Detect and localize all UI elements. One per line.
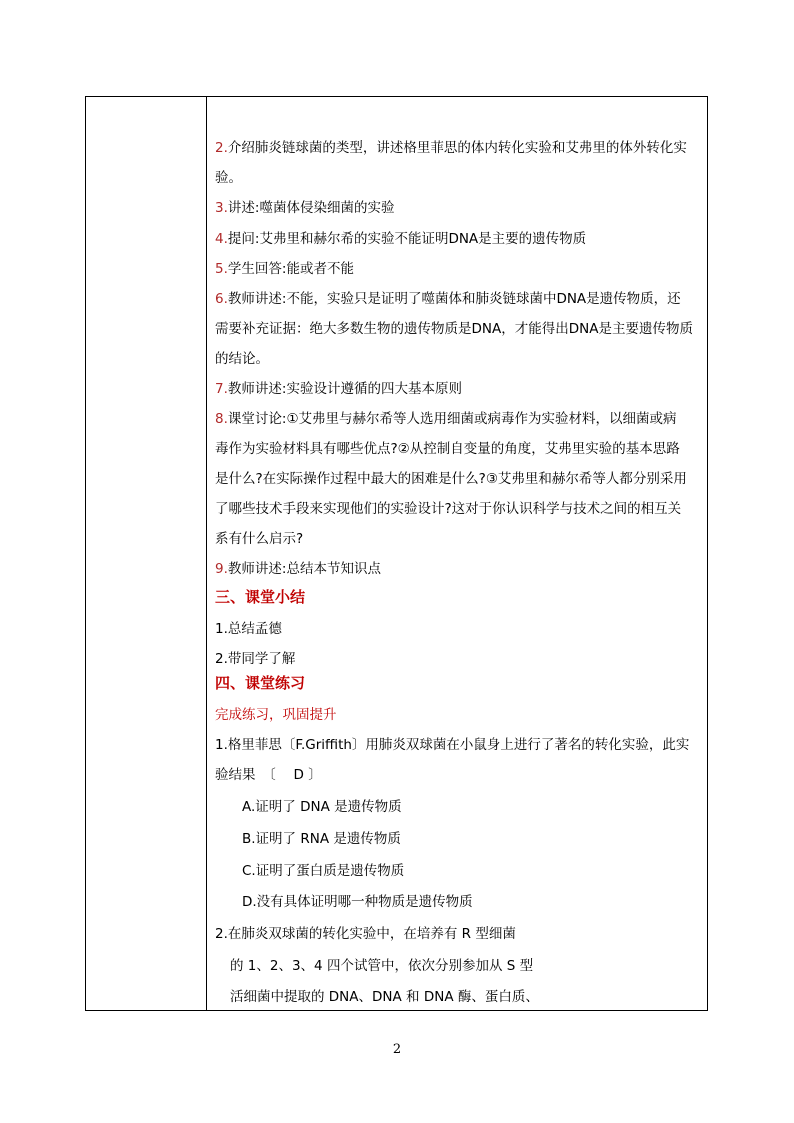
question-2-line-3: 活细菌中提取的 DNA、DNA 和 DNA 酶、蛋白质、 bbox=[230, 989, 539, 1005]
question-1-line-2: 验结果 〔 D 〕 bbox=[215, 767, 322, 783]
question-1-option-c: C.证明了蛋白质是遗传物质 bbox=[242, 863, 405, 879]
step-4: 4.提问:艾弗里和赫尔希的实验不能证明DNA是主要的遗传物质 bbox=[215, 231, 587, 247]
question-1-option-b: B.证明了 RNA 是遗传物质 bbox=[242, 831, 401, 847]
step-8-line-2: 毒作为实验材料具有哪些优点?②从控制自变量的角度，艾弗里实验的基本思路 bbox=[215, 441, 680, 457]
step-8-line-3: 是什么?在实际操作过程中最大的困难是什么?③艾弗里和赫尔希等人都分别采用 bbox=[215, 471, 687, 487]
practice-subheading: 完成练习，巩固提升 bbox=[215, 707, 337, 723]
question-2-line-2: 的 1、2、3、4 四个试管中，依次分别参加从 S 型 bbox=[230, 958, 534, 974]
step-2-line-2: 验。 bbox=[215, 170, 242, 186]
page-number: 2 bbox=[392, 1042, 402, 1057]
step-2-line-1: 2.介绍肺炎链球菌的类型，讲述格里菲思的体内转化实验和艾弗里的体外转化实 bbox=[215, 140, 687, 156]
summary-heading: 三、课堂小结 bbox=[215, 588, 306, 606]
step-6-line-2: 需要补充证据：绝大多数生物的遗传物质是DNA，才能得出DNA是主要遗传物质 bbox=[215, 321, 693, 337]
step-8-line-1: 8.课堂讨论:①艾弗里与赫尔希等人选用细菌或病毒作为实验材料，以细菌或病 bbox=[215, 411, 677, 427]
question-1-option-a: A.证明了 DNA 是遗传物质 bbox=[242, 799, 402, 815]
summary-item-2: 2.带同学了解 bbox=[215, 651, 296, 667]
step-6-line-1: 6.教师讲述:不能，实验只是证明了噬菌体和肺炎链球菌中DNA是遗传物质，还 bbox=[215, 291, 681, 307]
step-6-line-3: 的结论。 bbox=[215, 351, 269, 367]
table-column-divider bbox=[206, 96, 207, 1011]
step-5: 5.学生回答:能或者不能 bbox=[215, 261, 354, 277]
question-2-line-1: 2.在肺炎双球菌的转化实验中，在培养有 R 型细菌 bbox=[215, 926, 516, 942]
step-7: 7.教师讲述:实验设计遵循的四大基本原则 bbox=[215, 381, 462, 397]
step-8-line-4: 了哪些技术手段来实现他们的实验设计?这对于你认识科学与技术之间的相互关 bbox=[215, 501, 682, 517]
step-8-line-5: 系有什么启示? bbox=[215, 531, 304, 547]
step-9: 9.教师讲述:总结本节知识点 bbox=[215, 561, 381, 577]
question-1-line-1: 1.格里菲思〔F.Griffith〕用肺炎双球菌在小鼠身上进行了著名的转化实验，此实 bbox=[215, 737, 690, 753]
step-3: 3.讲述:噬菌体侵染细菌的实验 bbox=[215, 200, 395, 216]
summary-item-1: 1.总结孟德 bbox=[215, 621, 282, 637]
practice-heading: 四、课堂练习 bbox=[215, 674, 306, 692]
question-1-option-d: D.没有具体证明哪一种物质是遗传物质 bbox=[242, 894, 473, 910]
